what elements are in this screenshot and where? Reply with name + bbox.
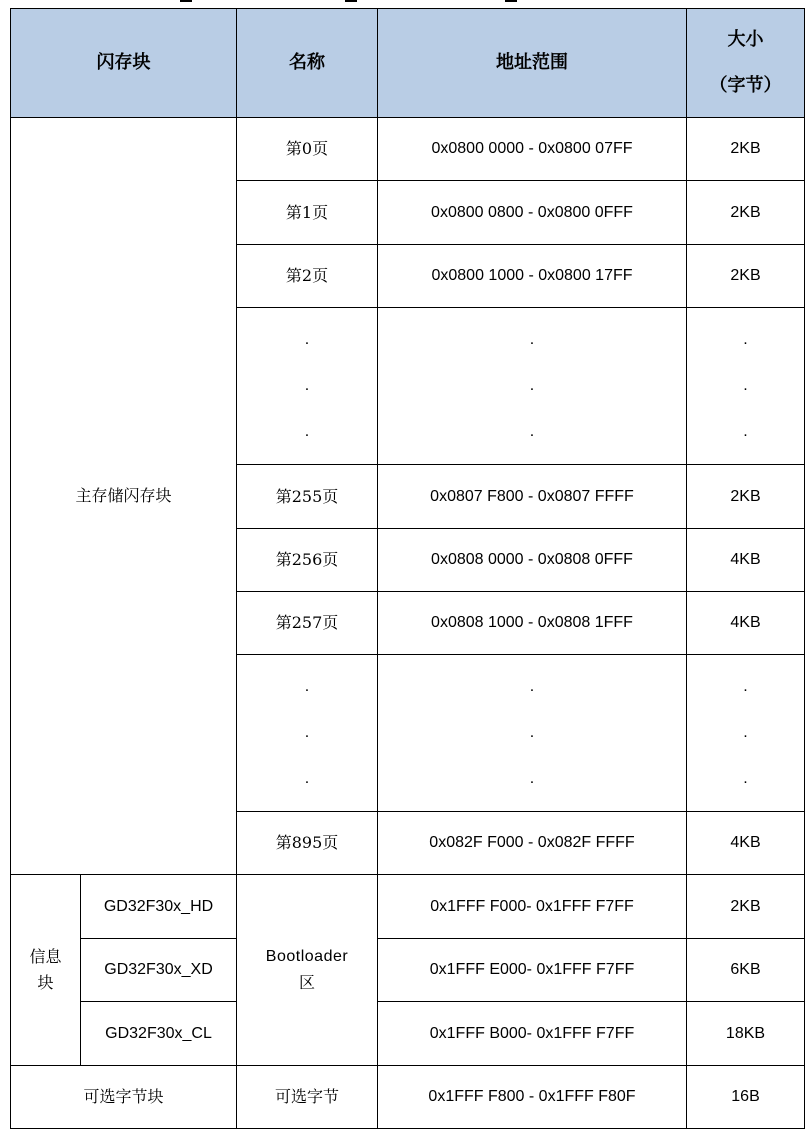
address-range: 0x082F F000 - 0x082F FFFF [378,812,687,875]
size: 6KB [687,939,805,1002]
size: 4KB [687,812,805,875]
size: 4KB [687,529,805,592]
address-range: 0x0808 1000 - 0x0808 1FFF [378,592,687,655]
size: 2KB [687,118,805,181]
header-row [11,9,805,118]
size: 2KB [687,245,805,308]
ellipsis-cell: . . . [687,308,805,465]
ellipsis-cell: . . . [378,655,687,812]
table-row [11,939,805,1002]
address-range: 0x1FFF F000- 0x1FFF F7FF [378,875,687,939]
page-name: 第895页 [237,812,378,875]
bootloader-area-label: Bootloader 区 [237,875,378,1066]
previous-page-text-fragment [0,0,810,8]
header-size-line2: （字节） [709,75,782,96]
address-range: 0x0807 F800 - 0x0807 FFFF [378,465,687,529]
address-range: 0x0800 0800 - 0x0800 0FFF [378,181,687,245]
device-name: GD32F30x_HD [81,875,237,939]
table-row [11,1002,805,1066]
size: 2KB [687,465,805,529]
ellipsis-cell: . . . [378,308,687,465]
ellipsis-cell: . . . [687,655,805,812]
main-flash-block-label: 主存储闪存块 [11,118,237,875]
page-name: 第255页 [237,465,378,529]
option-byte-name: 可选字节 [237,1066,378,1129]
device-name: GD32F30x_XD [81,939,237,1002]
ellipsis-cell: . . . [237,655,378,812]
table-row [11,1066,805,1129]
size: 16B [687,1066,805,1129]
ellipsis-cell: . . . [237,308,378,465]
header-address-range: 地址范围 [378,9,687,118]
address-range: 0x1FFF F800 - 0x1FFF F80F [378,1066,687,1129]
address-range: 0x0800 0000 - 0x0800 07FF [378,118,687,181]
size: 2KB [687,875,805,939]
size: 4KB [687,592,805,655]
page-name: 第2页 [237,245,378,308]
header-flash-block: 闪存块 [11,9,237,118]
page-name: 第1页 [237,181,378,245]
address-range: 0x1FFF E000- 0x1FFF F7FF [378,939,687,1002]
size: 18KB [687,1002,805,1066]
option-byte-block-label: 可选字节块 [11,1066,237,1129]
info-block-label: 信息 块 [11,875,81,1066]
header-size-line1: 大小 [727,29,764,50]
address-range: 0x1FFF B000- 0x1FFF F7FF [378,1002,687,1066]
page-name: 第256页 [237,529,378,592]
device-name: GD32F30x_CL [81,1002,237,1066]
size: 2KB [687,181,805,245]
table-row [11,875,805,939]
flash-memory-table [10,8,805,1129]
address-range: 0x0800 1000 - 0x0800 17FF [378,245,687,308]
page-name: 第0页 [237,118,378,181]
table-row [11,118,805,181]
address-range: 0x0808 0000 - 0x0808 0FFF [378,529,687,592]
header-name: 名称 [237,9,378,118]
page-name: 第257页 [237,592,378,655]
header-size [687,9,805,118]
